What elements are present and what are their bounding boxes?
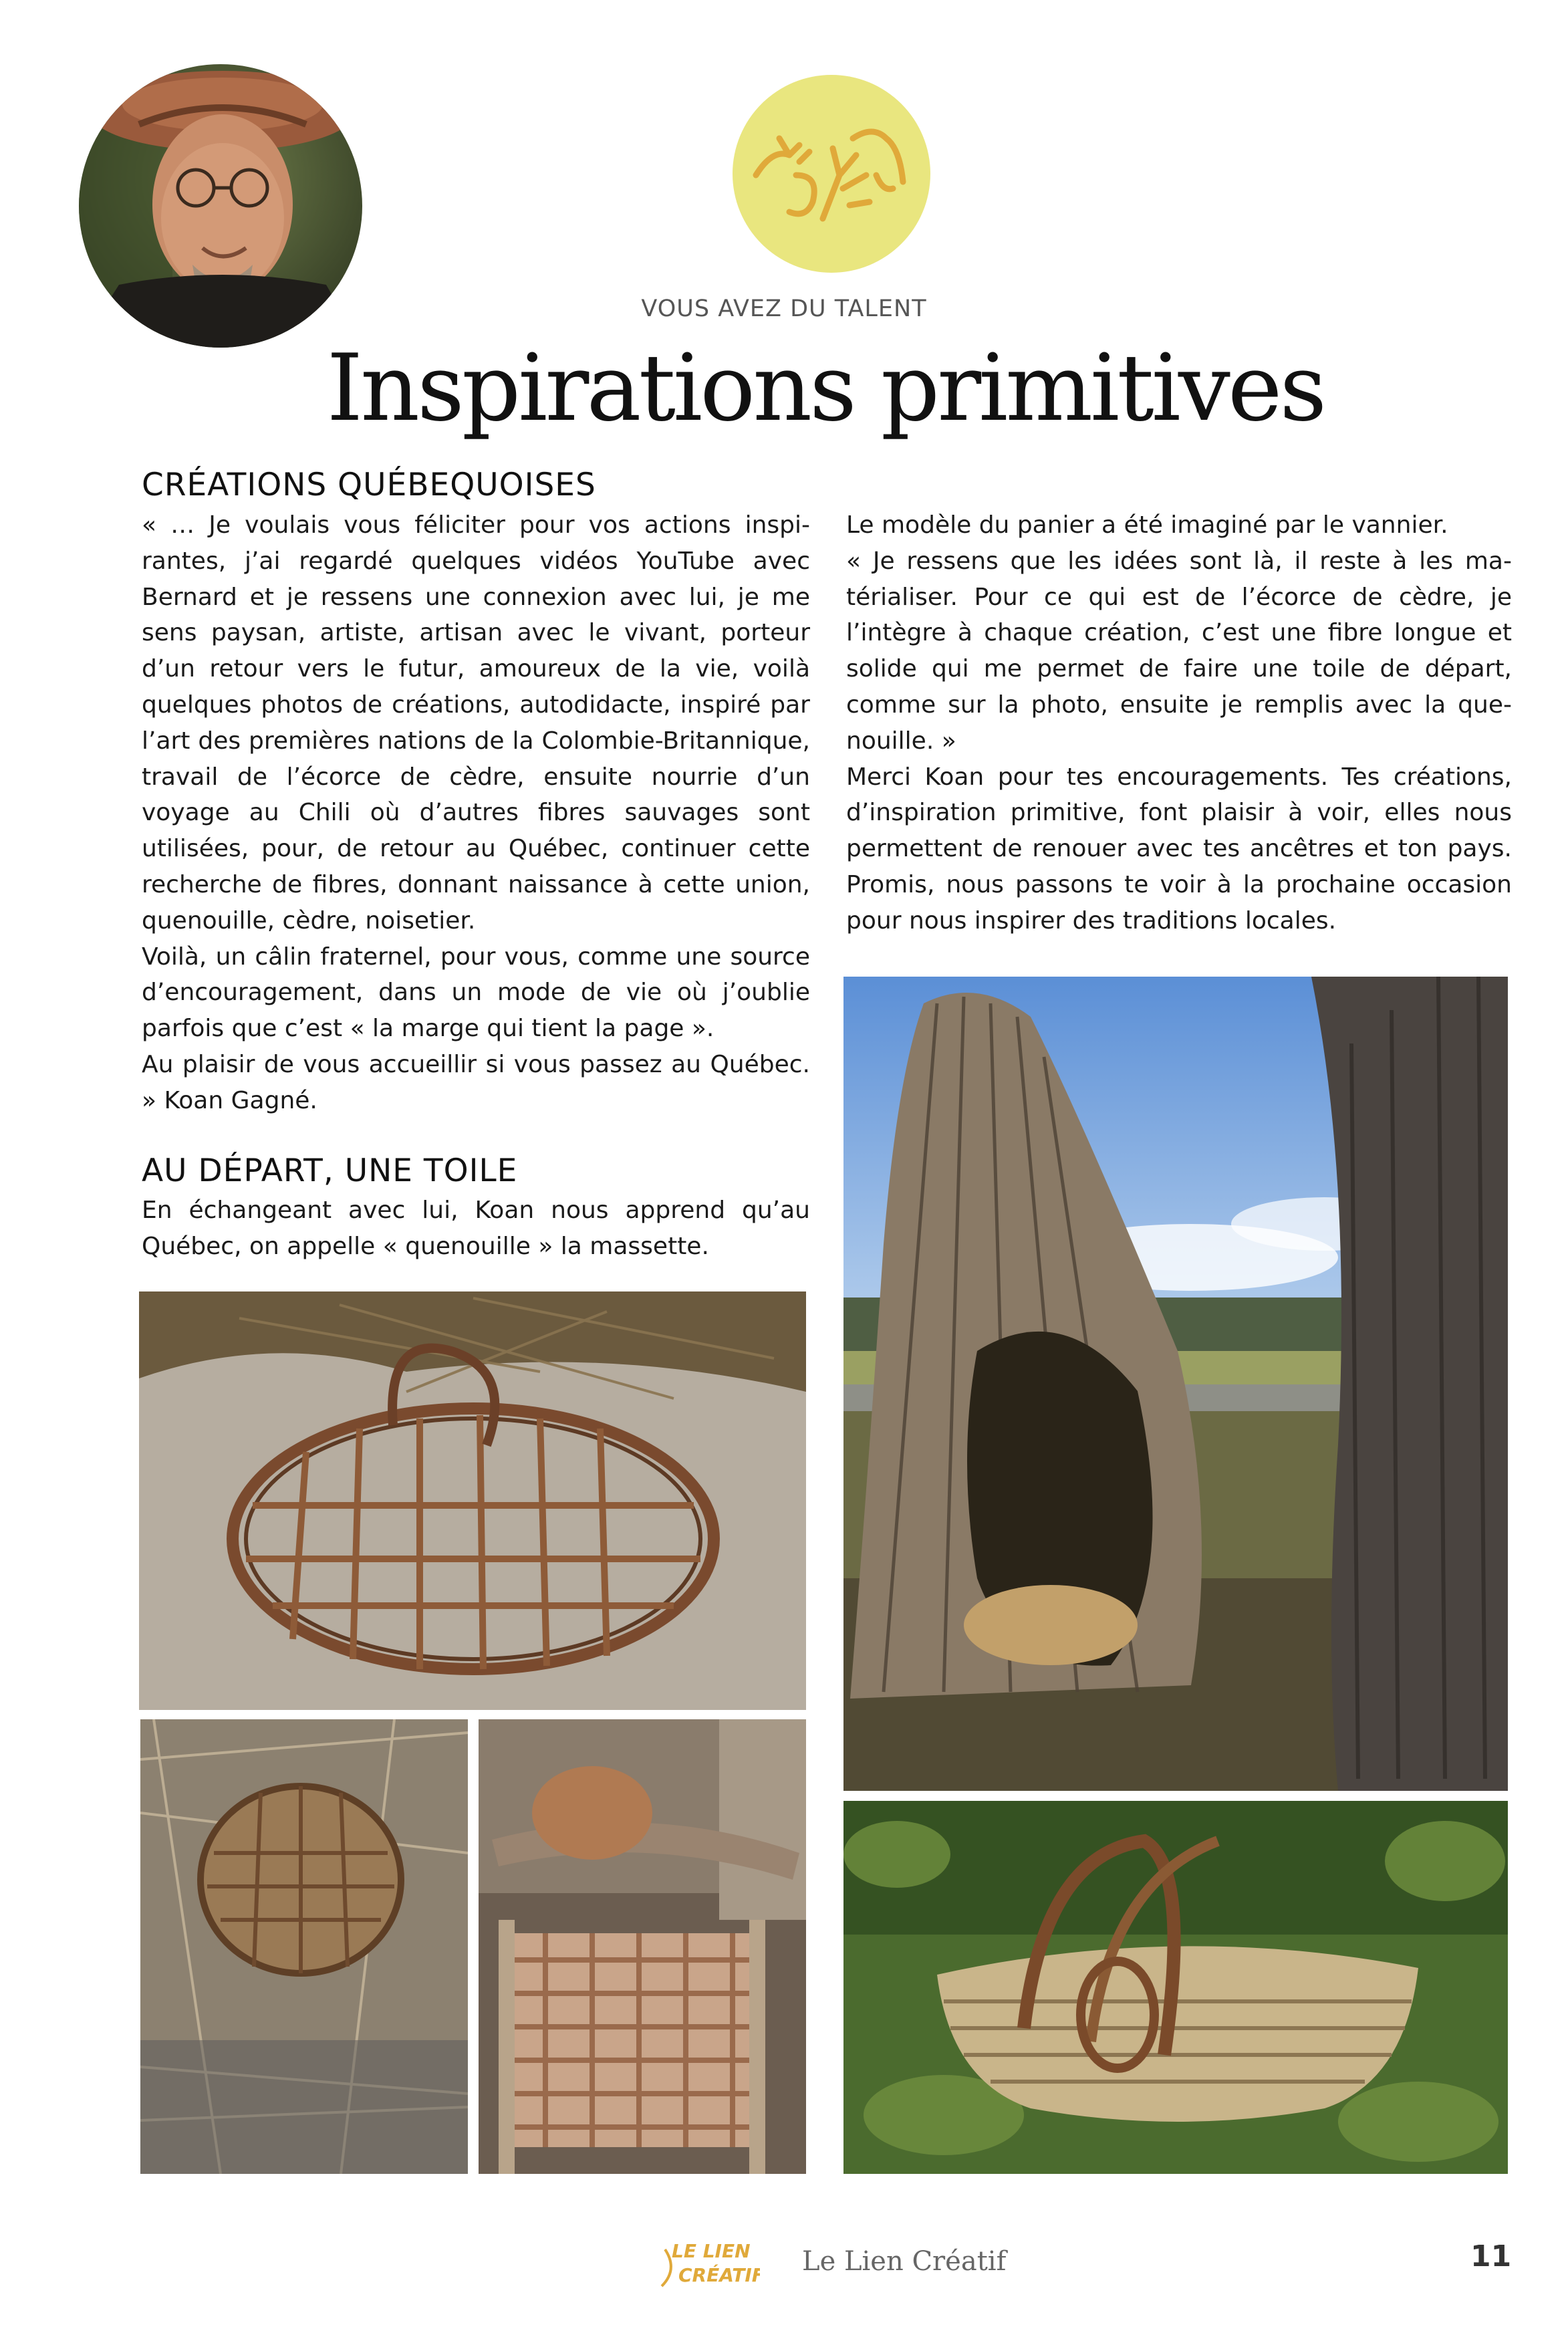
paragraph: « Je ressens que les idées sont là, il reste à les matérialiser. Pour ce qui est de l’écorce de cèdre, je l’intègre à chaque création, c’est une fibre longue et solide qui me permet de faire une toile de départ, comme sur la photo, ensuite je remplis avec la quenouille. » xyxy=(846,547,1512,755)
page-title: Inspirations primitives xyxy=(326,334,1325,442)
section-body-creations xyxy=(142,507,810,1119)
footer-logo xyxy=(658,2236,760,2290)
svg-text:CRÉATIF: CRÉATIF xyxy=(678,2264,760,2286)
paragraph: Le modèle du panier a été imaginé par le vannier. xyxy=(846,511,1448,539)
footer-publication: Le Lien Créatif xyxy=(802,2246,1007,2277)
paragraph: Voilà, un câlin fraternel, pour vous, comme une source d’encouragement, dans un mode de vie où j’oublie parfois que c’est « la marge qui tient la page ». xyxy=(142,943,810,1043)
paragraph: Merci Koan pour tes encouragements. Tes créations, d’inspiration primitive, font plaisir à voir, elles nous permettent de renouer avec tes ancêtres et ton pays. Promis, nous passons te voir à la prochaine occasion pour nous inspirer des traditions locales. xyxy=(846,763,1512,935)
hands-icon xyxy=(733,75,930,273)
section-heading-creations: CRÉATIONS QUÉBEQUOISES xyxy=(142,467,596,503)
section-kicker: VOUS AVEZ DU TALENT xyxy=(641,295,927,322)
section-body-toile xyxy=(142,1193,810,1265)
paragraph: « … Je voulais vous féliciter pour vos actions inspirantes, j’ai regardé quelques vidéos YouTube avec Bernard et je ressens une connexion avec lui, je me sens paysan, artiste, artisan avec le vivant, porteur d’un retour vers le futur, amoureux de la vie, voilà quelques photos de créations, autodidacte, inspiré par l’art des premières nations de la Colombie-Britannique, travail de l’écorce de cèdre, ensuite nourrie d’un voyage au Chili où d’autres fibres sauvages sont utilisées, pour, de retour au Québec, continuer cette recherche de fibres, donnant naissance à cette union, quenouille, cèdre, noisetier. xyxy=(142,511,810,935)
paragraph: En échangeant avec lui, Koan nous apprend qu’au Québec, on appelle « quenouille » la massette. xyxy=(142,1197,810,1260)
photo-basket-frame xyxy=(139,1291,806,1710)
photo-basket-in-grass xyxy=(843,1801,1508,2174)
footer-logo-text: LE LIEN xyxy=(672,2240,751,2262)
page-number: 11 xyxy=(1470,2239,1512,2273)
photo-woven-chair xyxy=(479,1719,806,2174)
section-heading-toile: AU DÉPART, UNE TOILE xyxy=(142,1152,518,1189)
section-logo xyxy=(733,75,930,273)
right-column-body xyxy=(846,507,1512,939)
photo-cocoon-sculpture xyxy=(843,977,1508,1791)
photo-basket-on-straw xyxy=(140,1719,468,2174)
paragraph: Au plaisir de vous accueillir si vous passez au Québec. » Koan Gagné. xyxy=(142,1050,810,1114)
